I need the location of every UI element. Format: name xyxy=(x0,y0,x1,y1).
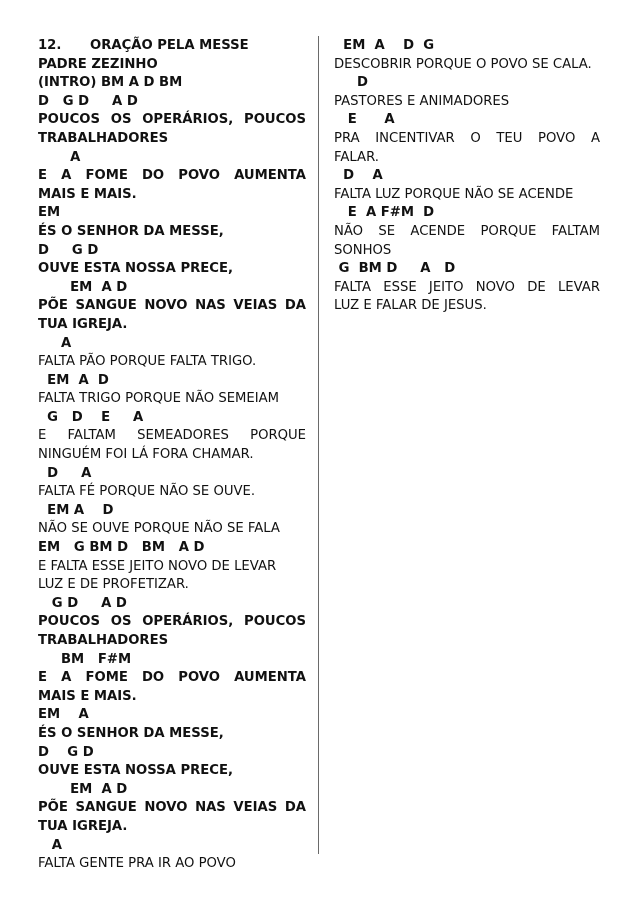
lyric-line: TUA IGREJA. xyxy=(38,316,128,332)
lyric-line: OUVE ESTA NOSSA PRECE, xyxy=(38,261,233,277)
right-column xyxy=(334,37,600,316)
chord-line: EM A D xyxy=(38,279,128,295)
lyric-line: E A FOME DO POVO AUMENTA xyxy=(38,670,306,686)
lyric-line: FALTA PÃO PORQUE FALTA TRIGO. xyxy=(38,354,257,370)
lyric-line: POUCOS OS OPERÁRIOS, POUCOS xyxy=(38,112,306,128)
column-divider xyxy=(318,36,319,854)
lyric-line: POUCOS OS OPERÁRIOS, POUCOS xyxy=(38,614,306,630)
lyric-line: TRABALHADORES xyxy=(38,130,169,146)
chord-line: BM F#M xyxy=(38,651,132,667)
chord-line: EM G BM D BM A D xyxy=(38,540,205,556)
lyric-line: TRABALHADORES xyxy=(38,633,169,648)
left-column xyxy=(38,37,306,874)
chord-line: EM A D G xyxy=(334,38,435,53)
chord-line: G D A D xyxy=(38,595,127,611)
lyric-line: LUZ E DE PROFETIZAR. xyxy=(38,577,189,593)
song-author: PADRE ZEZINHO xyxy=(38,56,158,72)
lyric-line: PÕE SANGUE NOVO NAS VEIAS DA xyxy=(38,800,306,816)
chord-line: A xyxy=(38,149,81,165)
lyric-line: FALTA GENTE PRA IR AO POVO xyxy=(38,856,236,872)
chord-line: G BM D A D xyxy=(334,261,456,277)
chord-line: EM xyxy=(38,205,61,221)
lyric-line: E FALTAM SEMEADORES PORQUE xyxy=(38,428,306,444)
lyric-line: E A FOME DO POVO AUMENTA xyxy=(38,168,306,184)
chord-line: E A xyxy=(334,112,395,128)
lyric-line: PÕE SANGUE NOVO NAS VEIAS DA xyxy=(38,298,306,314)
lyric-line: MAIS E MAIS. xyxy=(38,186,137,202)
chord-line: D G D A D xyxy=(38,93,138,109)
lyric-line: NINGUÉM FOI LÁ FORA CHAMAR. xyxy=(38,447,254,463)
chord-line: D G D xyxy=(38,242,99,258)
chord-line: EM A D xyxy=(38,372,109,388)
chord-line: EM A D xyxy=(38,781,128,797)
lyric-line: MAIS E MAIS. xyxy=(38,688,137,704)
lyric-line: LUZ E FALAR DE JESUS. xyxy=(334,298,487,314)
lyric-line: FALTA FÉ PORQUE NÃO SE OUVE. xyxy=(38,484,256,500)
lyric-line: DESCOBRIR PORQUE O POVO SE CALA. xyxy=(334,56,592,72)
lyric-line: PASTORES E ANIMADORES xyxy=(334,93,510,109)
lyric-line: OUVE ESTA NOSSA PRECE, xyxy=(38,763,233,779)
chord-line: D A xyxy=(38,465,92,481)
lyric-line: FALTA TRIGO PORQUE NÃO SEMEIAM xyxy=(38,391,280,407)
right-lyrics xyxy=(334,37,600,316)
lyric-line: E FALTA ESSE JEITO NOVO DE LEVAR xyxy=(38,558,277,574)
lyric-line: SONHOS xyxy=(334,242,392,258)
song-title: ORAÇÃO PELA MESSE xyxy=(90,38,249,53)
chord-line: E A F#M D xyxy=(334,205,435,221)
chord-line: G D E A xyxy=(38,409,144,425)
left-lyrics xyxy=(38,93,306,874)
lyric-line: NÃO SE OUVE PORQUE NÃO SE FALA xyxy=(38,521,280,537)
lyric-line: PRA INCENTIVAR O TEU POVO A xyxy=(334,130,600,146)
lyric-line: FALTA LUZ PORQUE NÃO SE ACENDE xyxy=(334,186,574,202)
chord-line: D A xyxy=(334,168,383,184)
chord-line: A xyxy=(38,837,62,853)
chord-line: D xyxy=(334,75,368,91)
lyric-line: FALAR. xyxy=(334,149,379,165)
song-intro: (INTRO) BM A D BM xyxy=(38,75,183,91)
lyric-line: NÃO SE ACENDE PORQUE FALTAM xyxy=(334,223,600,239)
chord-line: A xyxy=(38,335,72,351)
song-heading xyxy=(38,37,306,56)
chord-line: EM A xyxy=(38,707,89,723)
lyric-line: ÉS O SENHOR DA MESSE, xyxy=(38,223,224,239)
song-number: 12. xyxy=(38,38,62,53)
chord-line: EM A D xyxy=(38,502,114,518)
chord-line: D G D xyxy=(38,744,94,760)
lyric-line: ÉS O SENHOR DA MESSE, xyxy=(38,725,224,741)
lyric-line: TUA IGREJA. xyxy=(38,818,128,834)
lyric-line: FALTA ESSE JEITO NOVO DE LEVAR xyxy=(334,279,600,295)
